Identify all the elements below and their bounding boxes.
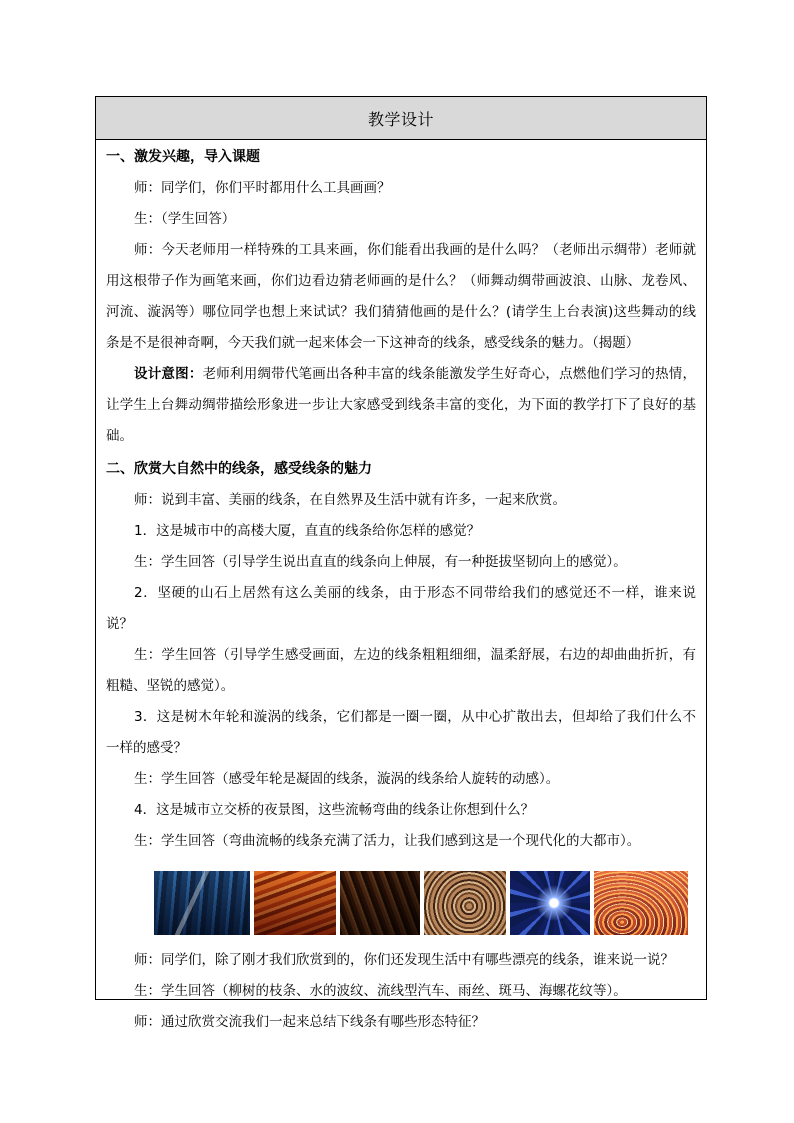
design-intent-label: 设计意图： <box>134 366 203 382</box>
section1-paragraph-1: 师：同学们，你们平时都用什么工具画画？ <box>134 180 391 196</box>
tree-rings-photo <box>424 871 506 935</box>
section2-paragraph-9: 生：学生回答（弯曲流畅的线条充满了活力，让我们感到这是一个现代化的大都市）。 <box>134 833 641 849</box>
section2-paragraph-7: 生：学生回答（感受年轮是凝固的线条，漩涡的线条给人旋转的动感）。 <box>134 771 560 787</box>
section2-paragraph-10: 师：同学们，除了刚才我们欣赏到的，你们还发现生活中有哪些漂亮的线条，谁来说一说？ <box>134 952 674 968</box>
section2-paragraph-4: 2．坚硬的山石上居然有这么美丽的线条，由于形态不同带给我们的感觉还不一样，谁来说说？ <box>106 585 696 632</box>
section2-paragraph-3: 生：学生回答（引导学生说出直直的线条向上伸展，有一种挺拔坚韧向上的感觉）。 <box>134 554 627 570</box>
section2-paragraph-6: 3．这是树木年轮和漩涡的线条，它们都是一圈一圈，从中心扩散出去，但却给了我们什么不一样的感受？ <box>106 709 696 756</box>
table-title: 教学设计 <box>96 97 706 140</box>
vortex-photo <box>510 871 590 935</box>
section2-paragraph-11: 生：学生回答（柳树的枝条、水的波纹、流线型汽车、雨丝、斑马、海螺花纹等）。 <box>134 983 627 999</box>
section1-paragraph-2: 生：（学生回答） <box>134 211 236 227</box>
skyscraper-photo <box>154 871 250 935</box>
lesson-design-table <box>95 96 707 1030</box>
section2-paragraph-5: 生：学生回答（引导学生感受画面，左边的线条粗粗细细，温柔舒展，右边的却曲曲折折，有粗糙、坚锐的感觉）。 <box>106 647 696 694</box>
overpass-night-photo <box>594 871 688 935</box>
section2-paragraph-1: 师：说到丰富、美丽的线条，在自然界及生活中就有许多，一起来欣赏。 <box>134 492 566 508</box>
section2-heading: 二、欣赏大自然中的线条，感受线条的魅力 <box>106 461 372 477</box>
section2-paragraph-2: 1．这是城市中的高楼大厦，直直的线条给你怎样的感觉？ <box>134 523 481 539</box>
design-intent-paragraph <box>106 359 696 452</box>
section1-paragraph-3: 师：今天老师用一样特殊的工具来画，你们能看出我画的是什么吗？（老师出示绸带）老师就用这根带子作为画笔来画，你们边看边猜老师画的是什么？（师舞动绸带画波浪、山脉、龙卷风、河流、漩涡等）哪位同学也想上来试试？我们猜猜他画的是什么？(请学生上台表演)这些舞动的线条是不是很神奇啊，今天我们就一起来体会一下这神奇的线条，感受线条的魅力。（揭题） <box>106 242 696 351</box>
rock-strata-photo <box>340 871 420 935</box>
design-intent-text: 老师利用绸带代笔画出各种丰富的线条能激发学生好奇心，点燃他们学习的热情，让学生上台舞动绸带描绘形象进一步让大家感受到线条丰富的变化，为下面的教学打下了良好的基础。 <box>106 366 696 444</box>
section1-heading: 一、激发兴趣，导入课题 <box>106 149 260 165</box>
table-body <box>96 142 706 1038</box>
section2-paragraph-8: 4．这是城市立交桥的夜景图，这些流畅弯曲的线条让你想到什么？ <box>134 802 535 818</box>
section2-paragraph-12: 师：通过欣赏交流我们一起来总结下线条有哪些形态特征？ <box>134 1014 485 1030</box>
sandstone-wave-photo <box>254 871 336 935</box>
photo-strip <box>154 871 696 935</box>
